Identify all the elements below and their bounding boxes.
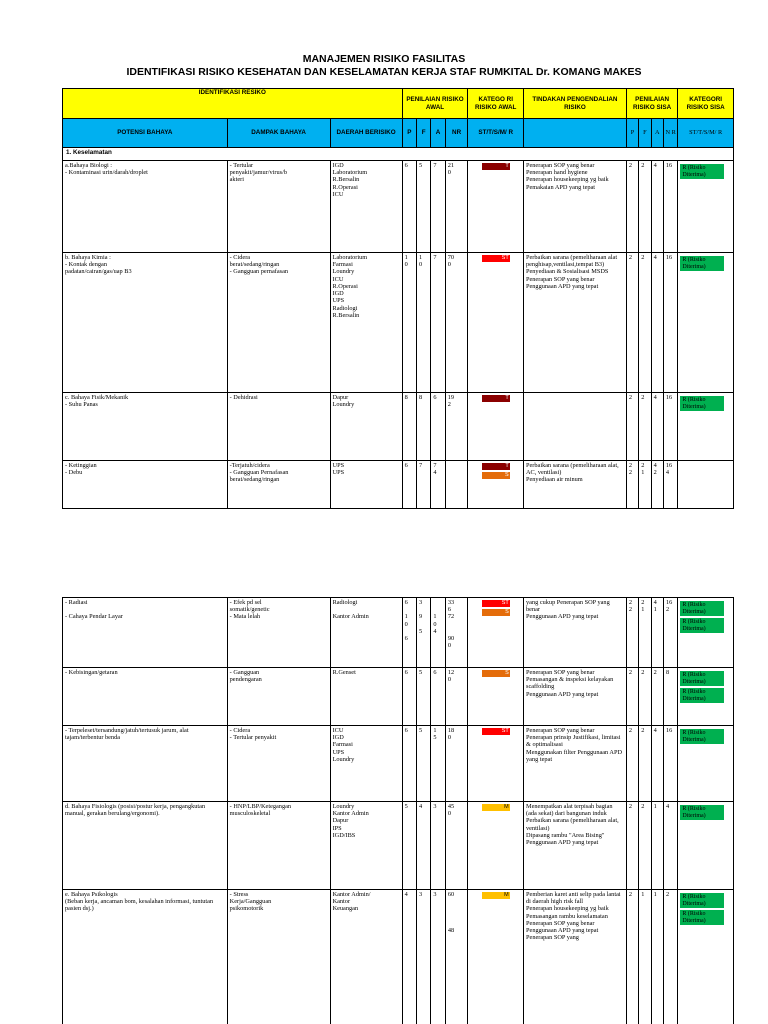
- sisa-nr-cell: 16: [663, 726, 677, 802]
- nr-cell: 18 0: [445, 726, 468, 802]
- sisa-a-cell: 1: [651, 802, 663, 890]
- header-daerah: DAERAH BERISIKO: [330, 119, 402, 148]
- sisa-a-cell: 4 2: [651, 461, 663, 509]
- residual-category-badge: R (Risiko Diterima): [680, 805, 724, 820]
- header-sisa-f: F: [639, 119, 651, 148]
- table-row: [63, 598, 734, 668]
- table-row: [63, 253, 734, 393]
- residual-category-badge: R (Risiko Diterima): [680, 618, 724, 633]
- header-kategori-sisa: KATEGORI RISIKO SISA: [678, 89, 734, 119]
- sisa-f-cell: 2: [639, 668, 651, 726]
- sisa-p-cell: 2 2: [626, 598, 638, 668]
- sisa-nr-cell: 16: [663, 161, 677, 253]
- f-cell: 5: [417, 668, 431, 726]
- sisa-f-cell: 2: [639, 726, 651, 802]
- sisa-a-cell: 1: [651, 890, 663, 1024]
- a-cell: 7 4: [431, 461, 445, 509]
- sisa-p-cell: 2: [626, 890, 638, 1024]
- potensi-cell: - Radiasi - Cahaya Pendar Layar: [63, 598, 228, 668]
- header-penilaian-awal: PENILAIAN RISIKO AWAL: [402, 89, 468, 119]
- sisa-a-cell: 4: [651, 161, 663, 253]
- table-row: [63, 668, 734, 726]
- residual-category-badge: R (Risiko Diterima): [680, 893, 724, 908]
- daerah-cell: UPS UPS: [330, 461, 402, 509]
- tindakan-cell: yang cukup Penerapan SOP yang benar Penggunaan APD yang tepat: [524, 598, 627, 668]
- header-identifikasi: IDENTIFIKASI RESIKO: [63, 89, 403, 119]
- header-p: P: [402, 119, 416, 148]
- risk-table-2: [62, 597, 734, 1024]
- a-cell: 6: [431, 393, 445, 461]
- risk-category-badge: M: [482, 804, 510, 811]
- dampak-cell: - Stress Kerja/Gangguan psikomotorik: [227, 890, 330, 1024]
- dampak-cell: -Terjatuh/cidera - Gangguan Pernafasan berat/sedang/ringan: [227, 461, 330, 509]
- header-penilaian-sisa: PENILAIAN RISIKO SISA: [626, 89, 677, 119]
- p-cell: 6: [402, 726, 416, 802]
- daerah-cell: Radiologi Kantor Admin: [330, 598, 402, 668]
- header-tindakan-blank: [523, 119, 626, 148]
- table-row: [63, 802, 734, 890]
- sisa-f-cell: 2 1: [639, 598, 651, 668]
- a-cell: 7: [431, 253, 445, 393]
- sisa-nr-cell: 16: [663, 393, 677, 461]
- risk-category-badge: T: [482, 163, 510, 170]
- risk-category-badge: S: [482, 609, 510, 616]
- sisa-p-cell: 2: [626, 253, 638, 393]
- kategori-sisa-cell: [678, 461, 734, 509]
- a-cell: 6: [431, 668, 445, 726]
- kategori-awal-cell: [468, 726, 524, 802]
- sisa-a-cell: 4: [651, 726, 663, 802]
- kategori-sisa-cell: [678, 161, 734, 253]
- kategori-sisa-cell: [678, 393, 734, 461]
- p-cell: 6: [402, 461, 416, 509]
- sisa-p-cell: 2 2: [626, 461, 638, 509]
- kategori-sisa-cell: [678, 598, 734, 668]
- a-cell: 3: [431, 890, 445, 1024]
- residual-category-badge: R (Risiko Diterima): [680, 256, 724, 271]
- sisa-nr-cell: 8: [663, 668, 677, 726]
- a-cell: 3: [431, 802, 445, 890]
- risk-table-1: [62, 88, 734, 509]
- dampak-cell: - HNP/LBP/Ketegangan musculoskeletal: [227, 802, 330, 890]
- dampak-cell: - Gangguan pendengaran: [227, 668, 330, 726]
- p-cell: 5: [402, 802, 416, 890]
- p-cell: 8: [402, 393, 416, 461]
- tindakan-cell: Penerapan SOP yang benar Penerapan hand hygiene Penerapan housekeeping yg baik Pemakaian APD yang tepat: [523, 161, 626, 253]
- dampak-cell: - Cidera berat/sedang/ringan - Gangguan pernafasan: [227, 253, 330, 393]
- sisa-p-cell: 2: [626, 802, 638, 890]
- sisa-f-cell: 2: [639, 393, 651, 461]
- sisa-nr-cell: 2: [663, 890, 677, 1024]
- risk-category-badge: M: [482, 892, 510, 899]
- dampak-cell: - Cidera - Tertular penyakit: [227, 726, 330, 802]
- residual-category-badge: R (Risiko Diterima): [680, 671, 724, 686]
- tindakan-cell: Penerapan SOP yang benar Pemasangan & inspeksi kelayakan scaffolding Penggunaan APD yang tepat: [524, 668, 627, 726]
- sisa-a-cell: 4: [651, 393, 663, 461]
- header-sisa-p: P: [626, 119, 638, 148]
- potensi-cell: - Terpeleset/tersandung/jatuh/tertusuk jarum, alat tajam/terbentur benda: [63, 726, 228, 802]
- f-cell: 1 0: [416, 253, 430, 393]
- header-nr: NR: [445, 119, 468, 148]
- header-stsmr: ST/T/S/M/ R: [468, 119, 524, 148]
- sisa-nr-cell: 16: [663, 253, 677, 393]
- p-cell: 4: [402, 890, 416, 1024]
- kategori-awal-cell: [468, 802, 524, 890]
- header-a: A: [431, 119, 445, 148]
- table-row: [63, 726, 734, 802]
- header-kategori-awal: KATEGO RI RISIKO AWAL: [468, 89, 524, 119]
- potensi-cell: e. Bahaya Psikologis (Beban kerja, ancaman bom, kesalahan informasi, tuntutan pasien dsj.): [63, 890, 228, 1024]
- kategori-sisa-cell: [678, 802, 734, 890]
- tindakan-cell: Pemberian karet anti selip pada lantai di daerah high risk fall Penerapan housekeeping yg baik Pemasangan rambu keselamatan Penerapan SOP yang benar Penggunaan APD yang tepat Penerapan SOP yang: [524, 890, 627, 1024]
- residual-category-badge: R (Risiko Diterima): [680, 164, 724, 179]
- section-title: 1. Keselamatan: [63, 148, 734, 161]
- f-cell: 5: [416, 161, 430, 253]
- doc-subtitle: IDENTIFIKASI RISIKO KESEHATAN DAN KESELAMATAN KERJA STAF RUMKITAL Dr. KOMANG MAKES: [126, 66, 642, 78]
- tindakan-cell: Penerapan SOP yang benar Penerapan prinsip Justifikasi, limitasi & optimalisasi Menggunakan filter Penggunaan APD yang tepat: [524, 726, 627, 802]
- residual-category-badge: R (Risiko Diterima): [680, 601, 724, 616]
- nr-cell: 19 2: [445, 393, 468, 461]
- residual-category-badge: R (Risiko Diterima): [680, 688, 724, 703]
- table-row: [63, 393, 734, 461]
- header-dampak: DAMPAK BAHAYA: [227, 119, 330, 148]
- f-cell: 7: [416, 461, 430, 509]
- kategori-awal-cell: [468, 598, 524, 668]
- a-cell: 1 5: [431, 726, 445, 802]
- kategori-awal-cell: [468, 161, 524, 253]
- risk-category-badge: ST: [482, 600, 510, 607]
- potensi-cell: a.Bahaya Biologi : - Kontaminasi urin/darah/droplet: [63, 161, 228, 253]
- table-row: [63, 161, 734, 253]
- risk-category-badge: T: [482, 463, 510, 470]
- kategori-sisa-cell: [678, 890, 734, 1024]
- daerah-cell: Laboratorium Farmasi Loundry ICU R.Operasi IGD UPS Radiologi R.Bersalin: [330, 253, 402, 393]
- p-cell: 6: [402, 161, 416, 253]
- sisa-p-cell: 2: [626, 726, 638, 802]
- residual-category-badge: R (Risiko Diterima): [680, 910, 724, 925]
- risk-category-badge: S: [482, 472, 510, 479]
- nr-cell: 33 6 72 90 0: [445, 598, 468, 668]
- p-cell: 1 0: [402, 253, 416, 393]
- sisa-p-cell: 2: [626, 393, 638, 461]
- risk-category-badge: T: [482, 395, 510, 402]
- tindakan-cell: Perbaikan sarana (pemeliharaan alat, AC, ventilasi) Penyediaan air minum: [523, 461, 626, 509]
- nr-cell: 45 0: [445, 802, 468, 890]
- kategori-awal-cell: [468, 890, 524, 1024]
- sisa-nr-cell: 4: [663, 802, 677, 890]
- nr-cell: [445, 461, 468, 509]
- daerah-cell: Dapur Loundry: [330, 393, 402, 461]
- header-tindakan: TINDAKAN PENGENDALIAN RISIKO: [523, 89, 626, 119]
- residual-category-badge: R (Risiko Diterima): [680, 396, 724, 411]
- risk-category-badge: ST: [482, 255, 510, 262]
- tindakan-cell: Menempatkan alat terpisah bagian (ada sekat) dari bangunan induk Perbaikan sarana (pemeliharaan alat, ventilasi) Dipasang rambu "Area Bising" Penggunaan APD yang tepat: [524, 802, 627, 890]
- sisa-nr-cell: 16 2: [663, 598, 677, 668]
- daerah-cell: IGD Laboratorium R.Bersalin R.Operasi ICU: [330, 161, 402, 253]
- p-cell: 6: [402, 668, 416, 726]
- nr-cell: 21 0: [445, 161, 468, 253]
- sisa-a-cell: 4: [651, 253, 663, 393]
- tindakan-cell: Perbaikan sarana (pemeliharaan alat penghisap,ventilasi,tempat B3) Penyediaan & Sosialisasi MSDS Penerapan SOP yang benar Penggunaan APD yang tepat: [523, 253, 626, 393]
- kategori-awal-cell: [468, 253, 524, 393]
- sisa-a-cell: 2: [651, 668, 663, 726]
- sisa-f-cell: 2 1: [639, 461, 651, 509]
- risk-category-badge: S: [482, 670, 510, 677]
- daerah-cell: ICU IGD Farmasi UPS Loundry: [330, 726, 402, 802]
- kategori-sisa-cell: [678, 668, 734, 726]
- sisa-f-cell: 2: [639, 161, 651, 253]
- f-cell: 5: [417, 726, 431, 802]
- dampak-cell: - Tertular penyakit/jamur/virus/b akteri: [227, 161, 330, 253]
- sisa-f-cell: 2: [639, 802, 651, 890]
- daerah-cell: R.Genset: [330, 668, 402, 726]
- sisa-f-cell: 1: [639, 890, 651, 1024]
- nr-cell: 60 48: [445, 890, 468, 1024]
- daerah-cell: Loundry Kantor Admin Dapur IPS IGD/IBS: [330, 802, 402, 890]
- potensi-cell: - Kebisingan/getaran: [63, 668, 228, 726]
- sisa-nr-cell: 16 4: [663, 461, 677, 509]
- a-cell: 7: [431, 161, 445, 253]
- tindakan-cell: [523, 393, 626, 461]
- f-cell: 3 9 5: [417, 598, 431, 668]
- sisa-p-cell: 2: [626, 161, 638, 253]
- doc-title: MANAJEMEN RISIKO FASILITAS: [302, 53, 466, 65]
- potensi-cell: b. Bahaya Kimia : - Kontak dengan padatan/cairan/gas/uap B3: [63, 253, 228, 393]
- header-sisa-a: A: [651, 119, 663, 148]
- dampak-cell: - Dehidrasi: [227, 393, 330, 461]
- kategori-awal-cell: [468, 668, 524, 726]
- nr-cell: 12 0: [445, 668, 468, 726]
- header-potensi: POTENSI BAHAYA: [63, 119, 228, 148]
- sisa-a-cell: 4 1: [651, 598, 663, 668]
- table-row: [63, 461, 734, 509]
- f-cell: 3: [417, 890, 431, 1024]
- p-cell: 6 1 0 6: [402, 598, 416, 668]
- kategori-awal-cell: [468, 461, 524, 509]
- daerah-cell: Kantor Admin/ Kantor Keuangan: [330, 890, 402, 1024]
- sisa-p-cell: 2: [626, 668, 638, 726]
- residual-category-badge: R (Risiko Diterima): [680, 729, 724, 744]
- risk-category-badge: ST: [482, 728, 510, 735]
- kategori-awal-cell: [468, 393, 524, 461]
- header-f: F: [416, 119, 430, 148]
- kategori-sisa-cell: [678, 253, 734, 393]
- potensi-cell: c. Bahaya Fisik/Mekanik - Suhu Panas: [63, 393, 228, 461]
- sisa-f-cell: 2: [639, 253, 651, 393]
- potensi-cell: - Ketinggian - Debu: [63, 461, 228, 509]
- nr-cell: 70 0: [445, 253, 468, 393]
- table-row: [63, 890, 734, 1024]
- potensi-cell: d. Bahaya Fisiologis (posisi/postur kerja, pengangkutan manual, gerakan berulang/ergonomi).: [63, 802, 228, 890]
- f-cell: 8: [416, 393, 430, 461]
- kategori-sisa-cell: [678, 726, 734, 802]
- a-cell: 1 0 4: [431, 598, 445, 668]
- dampak-cell: - Efek pd sel somatik/genetic - Mata lelah: [227, 598, 330, 668]
- header-sisa-nr: N R: [663, 119, 677, 148]
- header-sisa-stsmr: ST/T/S/M/ R: [678, 119, 734, 148]
- f-cell: 4: [417, 802, 431, 890]
